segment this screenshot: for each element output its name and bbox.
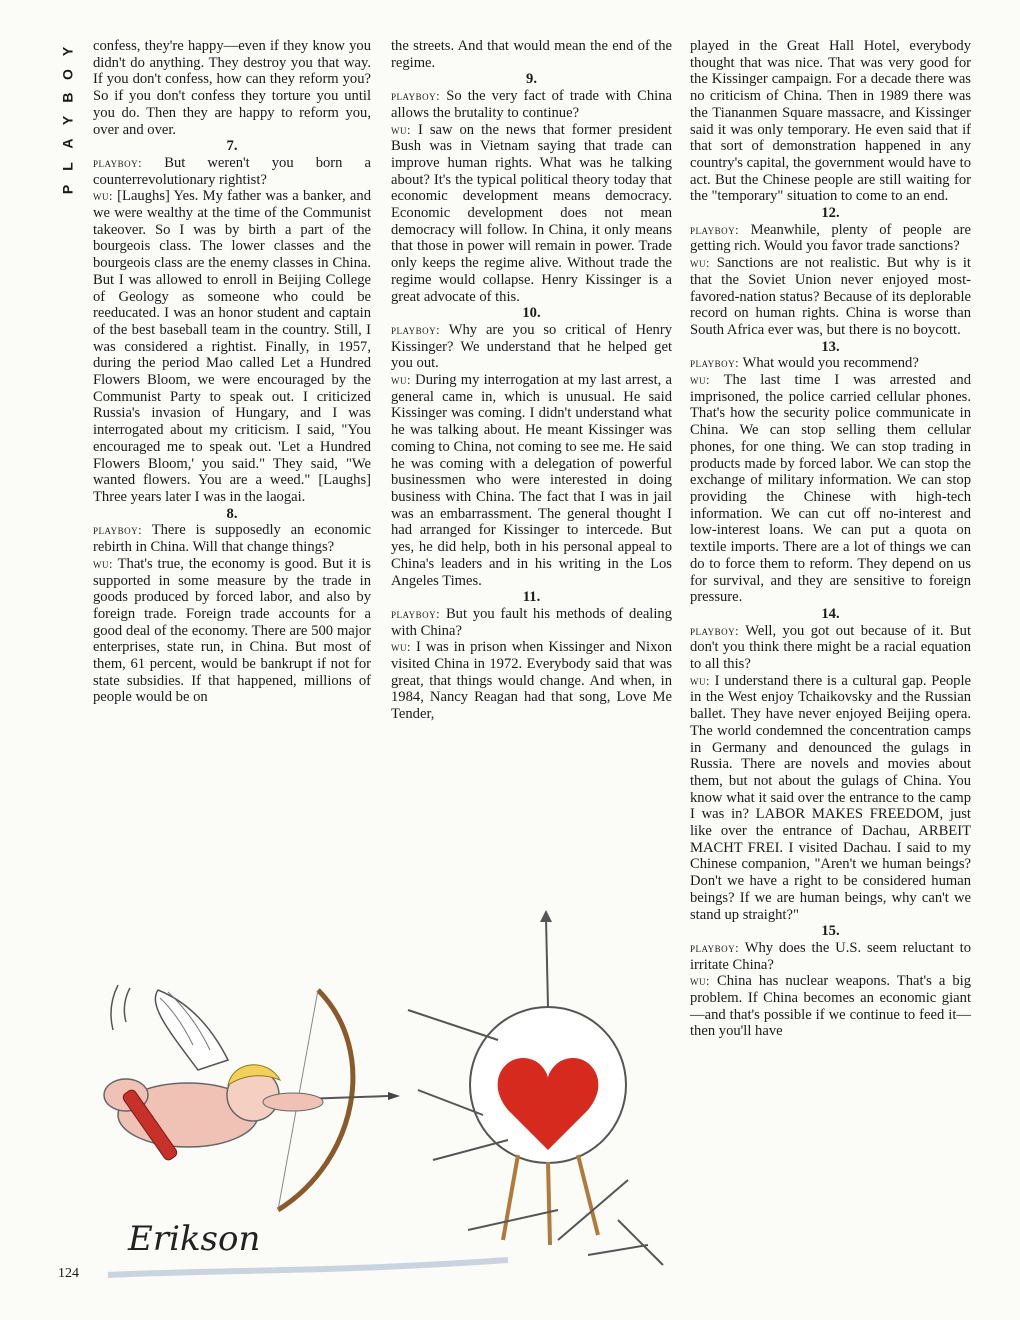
speaker-wu: wu: (690, 974, 710, 989)
speech-text: So the very fact of trade with China allows the brutality to continue? (391, 88, 672, 121)
speaker-playboy: playboy: (93, 155, 143, 170)
answer (690, 255, 971, 339)
magazine-letter: Y (59, 115, 76, 126)
question (391, 606, 672, 639)
speaker-wu: wu: (391, 373, 411, 388)
page-number: 124 (58, 1266, 79, 1281)
answer (690, 973, 971, 1040)
speech-text: But you fault his methods of dealing with China? (391, 605, 672, 639)
speaker-wu: wu: (391, 122, 411, 137)
question (690, 940, 971, 973)
article-column-3 (690, 38, 971, 1040)
section-number: 14. (821, 605, 840, 622)
section-number: 8. (226, 505, 238, 522)
speaker-wu: wu: (690, 373, 710, 388)
speech-text: Meanwhile, plenty of people are getting rich. Would you favor trade sanctions? (690, 221, 971, 255)
answer (93, 188, 371, 505)
section-number: 12. (821, 205, 840, 222)
answer (93, 556, 371, 706)
paragraph: played in the Great Hall Hotel, everybody thought that was nice. That was very good for the Kissinger campaign. For a decade there was no criticism of China. Then in 1989 there was the Tiananmen Square massacre, and Kissinger said it was only temporary. He even said that if that sort of demonstration happened in any country's capital, the government would have to act. But the Chinese people are still waiting for the "temporary" situation to come to an end. (690, 38, 971, 205)
speech-text: The last time I was arrested and imprisoned, the police carried cellular phones. That's how the security police communicate in China. We can stop selling them cellular phones, for one thing. We can stop trading in products made by forced labor. We can stop the exchange of military information. We can stop providing the Chinese with high-tech information. We can cut off no-interest and low-interest loans. We can put a quota on textile imports. There are a lot of things we can do to force them to reform. They depend on us for survival, and they are sensitive to foreign pressure. (690, 372, 971, 606)
speaker-playboy: playboy: (690, 356, 740, 371)
speech-text: During my interrogation at my last arrest, a general came in, which is unusual. He said Kissinger was coming. I didn't understand what he was talking about. He meant Kissinger was coming to China, not coming to see me. He said he was coming with a delegation of powerful businessmen who were interested in doing business with China. The fact that I was in jail was an embarrassment. The general thought I had arranged for Kissinger to intercede. But yes, he did help, both in his personal appeal to China's leaders and in his writing in the Los Angeles Times. (391, 372, 672, 589)
magazine-letter: L (59, 162, 76, 171)
speech-text: Sanctions are not realistic. But why is it that the Soviet Union never enjoyed most-favored-nation status? Because of its deplorable record on human rights. China is worse than South Africa ever was, but there is no boycott. (690, 255, 971, 338)
speech-text: Well, you got out because of it. But don't you think there might be a racial equation to all this? (690, 622, 971, 673)
speech-text: [Laughs] Yes. My father was a banker, and we were wealthy at the time of the Communist takeover. So I was by birth a part of the bourgeois class. The lower classes and the bourgeois class are the enemy classes in China. But I was allowed to enroll in Beijing College of Geology as someone who could be reeducated. I was an honor student and captain of the best baseball team in the country. Still, I was considered a rightist. Finally, in 1957, during the period Mao called Let a Hundred Flowers Bloom, we were encouraged by the Communist Party to speak out. I criticized Russia's invasion of Hungary, and I was interrogated about my criticism. I said, "You encouraged me to speak out. 'Let a Hundred Flowers Bloom,' you said." They said, "We wanted flowers. You are a weed." [Laughs] Three years later I was in the laogai. (93, 188, 371, 505)
answer (391, 122, 672, 306)
paragraph: the streets. And that would mean the end of the regime. (391, 38, 672, 71)
magazine-letter: A (59, 138, 76, 149)
paragraph: confess, they're happy—even if they know you didn't do anything. They destroy you that way. If you don't confess, how can they reform you? So if you don't confess they torture you until you do. Then they are happy to reform you, over and over. (93, 38, 371, 138)
answer (391, 372, 672, 589)
speaker-wu: wu: (690, 673, 710, 688)
speaker-playboy: playboy: (391, 89, 441, 104)
magazine-letter: B (59, 92, 76, 103)
speech-text: I saw on the news that former president Bush was in Vietnam saying that trade can improve human rights. What was he talking about? It's the typical political theory today that economic development means democracy. Economic development does not mean democracy will follow. In China, it only means that those in power will remain in power. Trade only keeps the regime alive. Without trade the regime would collapse. Henry Kissinger is a great advocate of this. (391, 121, 672, 305)
section-number: 9. (526, 71, 537, 88)
speaker-wu: wu: (690, 256, 710, 271)
speaker-playboy: playboy: (690, 623, 740, 638)
section-number: 15. (821, 923, 840, 940)
question (391, 88, 672, 121)
article-column-2 (391, 38, 672, 723)
magazine-name-vertical (58, 40, 78, 201)
article-column-1 (93, 38, 371, 706)
speech-text: Why are you so critical of Henry Kissinger? We understand that he helped get you out. (391, 321, 672, 372)
speaker-playboy: playboy: (690, 940, 740, 955)
speaker-playboy: playboy: (391, 322, 441, 337)
question (690, 623, 971, 673)
magazine-letter: P (59, 184, 76, 195)
section-number: 10. (522, 305, 541, 322)
question (93, 155, 371, 188)
magazine-letter: O (59, 69, 76, 80)
speaker-wu: wu: (391, 640, 411, 655)
speech-text: That's true, the economy is good. But it is supported in some measure by the trade in goods produced by forced labor, and also by foreign trade. Foreign trade accounts for a good deal of the economy. There are 500 major enterprises, state run, in China. But most of them, 61 percent, would be bankrupt if not for state subsidies. If that happened, millions of people would be on (93, 555, 371, 706)
speaker-playboy: playboy: (391, 606, 441, 621)
answer (690, 372, 971, 606)
speech-text: China has nuclear weapons. That's a big problem. If China becomes an economic giant—and that's possible if we continue to feed it—then you'll have (690, 973, 971, 1040)
speaker-playboy: playboy: (93, 523, 143, 538)
speaker-wu: wu: (93, 556, 113, 571)
answer (391, 639, 672, 723)
artist-signature: Erikson (128, 1219, 261, 1259)
question (690, 222, 971, 255)
speech-text: Why does the U.S. seem reluctant to irritate China? (690, 939, 971, 973)
speech-text: What would you recommend? (739, 355, 919, 372)
cupid-target-illustration (88, 910, 674, 1280)
speech-text: There is supposedly an economic rebirth in China. Will that change things? (93, 522, 371, 556)
speech-text: I understand there is a cultural gap. People in the West enjoy Tchaikovsky and the Russian ballet. They have never enjoyed Beijing opera. The world condemned the concentration camps in Germany and denounced the gulags in Russia. There are novels and movies about them, but not about the gulags of China. You know what it said over the entrance to the camp I was in? LABOR MAKES FREEDOM, just like over the entrance of Dachau, ARBEIT MACHT FREI. I visited Dachau. I said to my Chinese companion, "Aren't we human beings? Don't we have a right to be considered human beings? If we are human beings, why can't we stand up straight?" (690, 672, 971, 923)
speaker-playboy: playboy: (690, 222, 740, 237)
magazine-letter: Y (59, 46, 76, 57)
section-number: 11. (522, 589, 541, 606)
section-number: 7. (226, 138, 238, 155)
section-number: 13. (821, 338, 840, 355)
question (93, 522, 371, 555)
question (391, 322, 672, 372)
speech-text: I was in prison when Kissinger and Nixon visited China in 1972. Everybody said that was great, that things would change. And when, in 1984, Nancy Reagan had that song, Love Me Tender, (391, 639, 672, 723)
question (690, 355, 971, 372)
speech-text: But weren't you born a counterrevolutionary rightist? (93, 154, 371, 188)
answer (690, 673, 971, 924)
speaker-wu: wu: (93, 189, 113, 204)
